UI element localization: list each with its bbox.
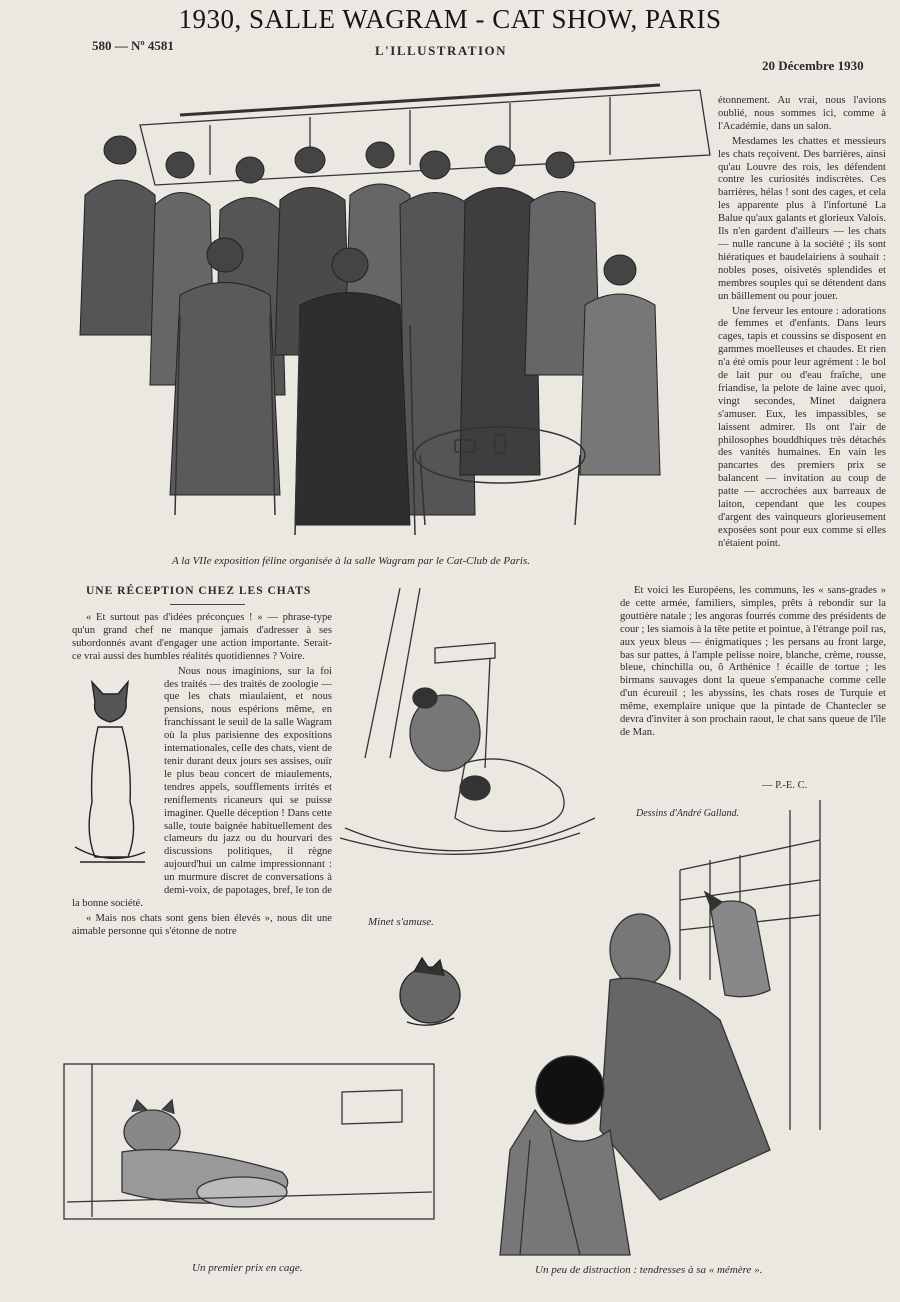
curled-cat-illustration bbox=[392, 950, 467, 1030]
main-illustration-caption: A la VIIe exposition féline organisée à la salle Wagram par le Cat-Club de Paris. bbox=[172, 555, 530, 567]
paragraph: Une ferveur les entoure : adorations de femmes et d'enfants. Dans leurs cages, tapis et coussins se disposent en gammes moelleuses et chaudes. Et rien n'a été omis pour leur agrément : le bol de lait pur ou d'eau fraîche, une friandise, la pelote de laine avec quoi, vingt secondes, Minet daignera s'amuser. Eux, les impassibles, se laissent admirer. Ils ont l'air de philosophes bouddhiques très détachés des vanités humaines. En vain les pancartes des premiers prix se balancent — invitation au coup de patte — accrochées aux barreaux de laiton, cependant que les coupes d'argent des vainqueurs glorieusement exposées sont pour eux comme si elles n'étaient point. bbox=[718, 305, 886, 549]
sitting-cat-illustration bbox=[70, 672, 150, 872]
paragraph: Mesdames les chattes et messieurs les chats reçoivent. Des barrières, ainsi qu'au Louvre des rois, les défendent contre les curiosités indiscrètes. Ces barrières, hélas ! sont des cages, et cela les apparente plus à l'infortuné La Balue qu'aux galants et glorieux Valois. Ils n'en gardent d'ailleurs — les chats — nulle rancune à la société ; ils sont hiératiques et baudelairiens à souhait : nobles poses, oisivetés splendides et membres souples qui se détendent dans un bâillement ou pour jouer. bbox=[718, 135, 886, 302]
paragraph: Et voici les Européens, les communs, les « sans-grades » de cette armée, familiers, simples, prêts à rebondir sur la gouttière natale ; les angoras fourrés comme des présidents de cour ; les siamois à la tête petite et pointue, à l'étrange poil ras, aux yeux bleus — énigmatiques ; les persans au front large, bas sur pattes, à l'ample pelisse noire, blanche, crème, rousse, bleue, chinchilla ou, ô Arthénice ! écaille de tortue ; les birmans sauvages dont la queue s'empanache comme celle d'un écureuil ; les abyssins, les chats roses de Turquie et même, exemplaire unique que la pintade de Chantecler se devra d'inviter à son prochain raout, le chat sans queue de l'île de Man. bbox=[620, 585, 886, 738]
crowd-illustration bbox=[60, 55, 720, 550]
article-column-3 bbox=[620, 585, 886, 742]
illustrator-credit: Dessins d'André Galland. bbox=[636, 808, 739, 819]
banner-title: 1930, SALLE WAGRAM - CAT SHOW, PARIS bbox=[178, 4, 722, 34]
issue-date: 20 Décembre 1930 bbox=[762, 58, 864, 73]
premier-prix-caption: Un premier prix en cage. bbox=[192, 1262, 303, 1274]
article-title: UNE RÉCEPTION CHEZ LES CHATS bbox=[86, 585, 312, 597]
page-number: 580 — Nº 4581 bbox=[92, 38, 174, 53]
article-column-2 bbox=[718, 95, 886, 553]
paragraph: « Mais nos chats sont gens bien élevés », nous dit une aimable personne qui s'étonne de notre bbox=[72, 912, 332, 937]
paragraph: « Et surtout pas d'idées préconçues ! » — phrase-type qu'un grand chef ne manque jamais d'adresser à ses subordonnés avant d'engager une action importante. Serait-ce vrai aussi des humbles réalités quotidiennes ? Voire. bbox=[72, 612, 332, 662]
caged-cat-illustration bbox=[62, 1062, 442, 1232]
paragraph: Nous nous imaginions, sur la foi des traités — des traités de zoologie — que les chats miaulaient, et nous pensions, nous espérions même, en franchissant le seuil de la salle Wagram où la plus parisienne des expositions internationales, celle des chats, vient de tenir durant deux jours ses assises, ouïr le plus beau concert de miaulements, tendres appels, soufflements irrités et reniflements ricaneurs qui se puisse imaginer. Quelle déception ! Dans cette salle, toute baignée habituellement des clameurs du jazz ou du hourvari des discussions politiques, il règne aujourd'hui un calme impressionnant : un murmure discret de conversations à demi-voix, de papotages, bref, le ton de la bonne société. bbox=[72, 665, 332, 909]
title-divider bbox=[170, 604, 245, 605]
minet-caption: Minet s'amuse. bbox=[368, 916, 434, 928]
journal-name: L'ILLUSTRATION bbox=[375, 43, 508, 58]
woman-with-cat-illustration bbox=[490, 800, 890, 1260]
distraction-caption: Un peu de distraction : tendresses à sa « mémère ». bbox=[535, 1264, 763, 1276]
paragraph: étonnement. Au vrai, nous l'avions oublié, nous sommes ici, comme à l'Académie, dans un salon. bbox=[718, 95, 886, 132]
author-signature: — P.-E. C. bbox=[762, 780, 808, 791]
